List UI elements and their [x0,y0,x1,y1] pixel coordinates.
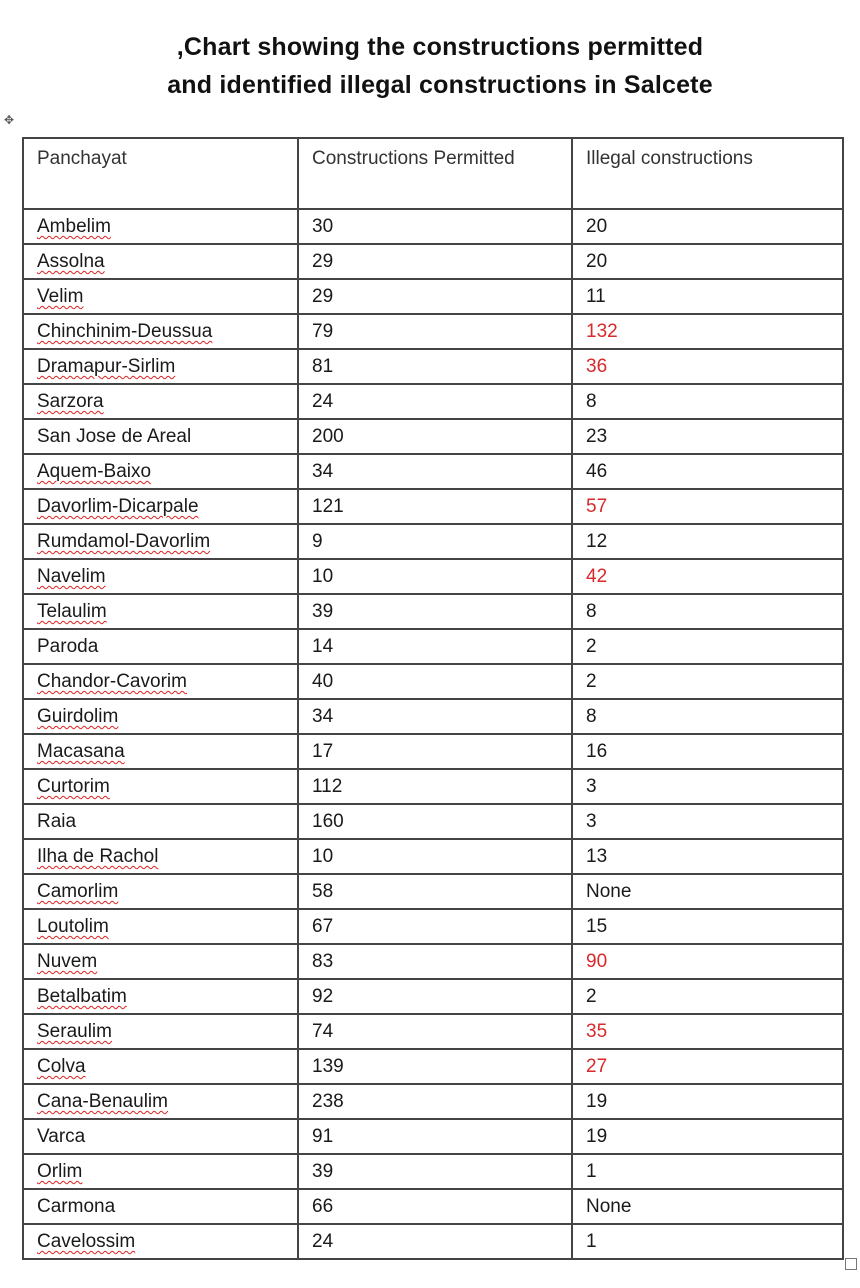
illegal-cell: 27 [572,1049,843,1084]
panchayat-cell [23,489,298,524]
table-row [23,559,843,594]
table-row [23,594,843,629]
table-row [23,524,843,559]
panchayat-name: Assolna [37,251,105,272]
table-row [23,944,843,979]
permitted-cell: 9 [298,524,572,559]
permitted-cell: 81 [298,349,572,384]
panchayat-name: Macasana [37,741,125,762]
illegal-cell: 8 [572,699,843,734]
panchayat-name: Nuvem [37,951,98,972]
table-row [23,349,843,384]
illegal-cell: 3 [572,769,843,804]
permitted-cell: 92 [298,979,572,1014]
illegal-cell: 90 [572,944,843,979]
illegal-cell: 12 [572,524,843,559]
permitted-cell: 66 [298,1189,572,1224]
panchayat-name: Ilha de Rachol [37,846,159,867]
permitted-cell: 121 [298,489,572,524]
panchayat-name: Colva [37,1056,86,1077]
panchayat-cell [23,629,298,664]
panchayat-cell [23,1049,298,1084]
table-row [23,664,843,699]
header-illegal-constructions: Illegal constructions [572,138,843,209]
table-row [23,734,843,769]
permitted-cell: 139 [298,1049,572,1084]
panchayat-cell [23,1189,298,1224]
move-cross-icon[interactable]: ✥ [3,113,15,127]
panchayat-name: Loutolim [37,916,109,937]
panchayat-cell [23,909,298,944]
table-row [23,909,843,944]
permitted-cell: 74 [298,1014,572,1049]
panchayat-name: Velim [37,286,84,307]
panchayat-name: Seraulim [37,1021,112,1042]
illegal-cell: 20 [572,244,843,279]
table-row [23,244,843,279]
table-row [23,384,843,419]
panchayat-cell [23,419,298,454]
panchayat-cell [23,839,298,874]
table-row [23,1014,843,1049]
permitted-cell: 58 [298,874,572,909]
panchayat-cell [23,349,298,384]
table-row [23,804,843,839]
illegal-cell: 1 [572,1224,843,1259]
illegal-cell: 1 [572,1154,843,1189]
permitted-cell: 39 [298,1154,572,1189]
permitted-cell: 91 [298,1119,572,1154]
illegal-cell: 36 [572,349,843,384]
table-row [23,1084,843,1119]
illegal-cell: 8 [572,384,843,419]
permitted-cell: 10 [298,559,572,594]
table-row [23,419,843,454]
permitted-cell: 83 [298,944,572,979]
permitted-cell: 200 [298,419,572,454]
permitted-cell: 39 [298,594,572,629]
panchayat-name: Dramapur-Sirlim [37,356,176,377]
illegal-cell: 132 [572,314,843,349]
illegal-cell: 19 [572,1084,843,1119]
table-row [23,874,843,909]
panchayat-name: Sarzora [37,391,104,412]
permitted-cell: 67 [298,909,572,944]
illegal-cell: 19 [572,1119,843,1154]
illegal-cell: 2 [572,664,843,699]
panchayat-cell [23,209,298,244]
table-row [23,629,843,664]
panchayat-name: Navelim [37,566,106,587]
panchayat-name: Varca [37,1126,86,1147]
title-line-2: and identified illegal constructions in Salcete [167,71,713,99]
table-row [23,209,843,244]
panchayat-cell [23,769,298,804]
illegal-cell: 15 [572,909,843,944]
panchayat-cell [23,699,298,734]
permitted-cell: 79 [298,314,572,349]
title-line-1: ,Chart showing the constructions permitted [176,33,704,61]
panchayat-name: Carmona [37,1196,116,1217]
illegal-cell: 57 [572,489,843,524]
permitted-cell: 112 [298,769,572,804]
table-row [23,839,843,874]
panchayat-name: San Jose de Areal [37,426,192,447]
illegal-cell: 20 [572,209,843,244]
panchayat-cell [23,559,298,594]
permitted-cell: 29 [298,244,572,279]
panchayat-name: Ambelim [37,216,111,237]
table-row [23,314,843,349]
table-row [23,1224,843,1259]
table-header-row [23,138,843,209]
illegal-cell: 35 [572,1014,843,1049]
table-row [23,1049,843,1084]
panchayat-cell [23,454,298,489]
permitted-cell: 34 [298,454,572,489]
header-panchayat: Panchayat [23,138,298,209]
illegal-cell: 42 [572,559,843,594]
illegal-cell: None [572,1189,843,1224]
illegal-cell: 2 [572,629,843,664]
permitted-cell: 14 [298,629,572,664]
permitted-cell: 238 [298,1084,572,1119]
illegal-cell: 23 [572,419,843,454]
permitted-cell: 10 [298,839,572,874]
panchayat-cell [23,314,298,349]
illegal-cell: 46 [572,454,843,489]
panchayat-cell [23,944,298,979]
permitted-cell: 34 [298,699,572,734]
panchayat-cell [23,979,298,1014]
panchayat-name: Guirdolim [37,706,119,727]
permitted-cell: 29 [298,279,572,314]
panchayat-name: Rumdamol-Davorlim [37,531,211,552]
panchayat-cell [23,1224,298,1259]
panchayat-cell [23,279,298,314]
panchayat-cell [23,804,298,839]
panchayat-name: Betalbatim [37,986,127,1007]
table-row [23,769,843,804]
panchayat-cell [23,734,298,769]
table-row [23,1189,843,1224]
permitted-cell: 30 [298,209,572,244]
table-row [23,1154,843,1189]
permitted-cell: 160 [298,804,572,839]
permitted-cell: 24 [298,1224,572,1259]
panchayat-name: Paroda [37,636,99,657]
panchayat-cell [23,384,298,419]
panchayat-name: Curtorim [37,776,110,797]
panchayat-name: Raia [37,811,77,832]
panchayat-name: Telaulim [37,601,107,622]
document-title [0,28,860,104]
panchayat-name: Chinchinim-Deussua [37,321,213,342]
table-row [23,454,843,489]
table-row [23,979,843,1014]
permitted-cell: 40 [298,664,572,699]
panchayat-cell [23,1014,298,1049]
permitted-cell: 17 [298,734,572,769]
table-row [23,699,843,734]
table-row [23,489,843,524]
panchayat-name: Aquem-Baixo [37,461,152,482]
panchayat-name: Cavelossim [37,1231,136,1252]
illegal-cell: 2 [572,979,843,1014]
permitted-cell: 24 [298,384,572,419]
panchayat-cell [23,1119,298,1154]
panchayat-cell [23,594,298,629]
illegal-cell: 8 [572,594,843,629]
resize-square-icon[interactable] [845,1258,857,1270]
table-row [23,279,843,314]
illegal-cell: 3 [572,804,843,839]
panchayat-cell [23,244,298,279]
panchayat-name: Cana-Benaulim [37,1091,168,1112]
constructions-table [22,137,844,1260]
illegal-cell: 13 [572,839,843,874]
panchayat-name: Camorlim [37,881,119,902]
panchayat-cell [23,874,298,909]
header-constructions-permitted: Constructions Permitted [298,138,572,209]
table-row [23,1119,843,1154]
illegal-cell: None [572,874,843,909]
panchayat-cell [23,1154,298,1189]
panchayat-name: Chandor-Cavorim [37,671,187,692]
panchayat-cell [23,524,298,559]
illegal-cell: 11 [572,279,843,314]
panchayat-cell [23,664,298,699]
illegal-cell: 16 [572,734,843,769]
panchayat-name: Orlim [37,1161,83,1182]
panchayat-cell [23,1084,298,1119]
panchayat-name: Davorlim-Dicarpale [37,496,199,517]
